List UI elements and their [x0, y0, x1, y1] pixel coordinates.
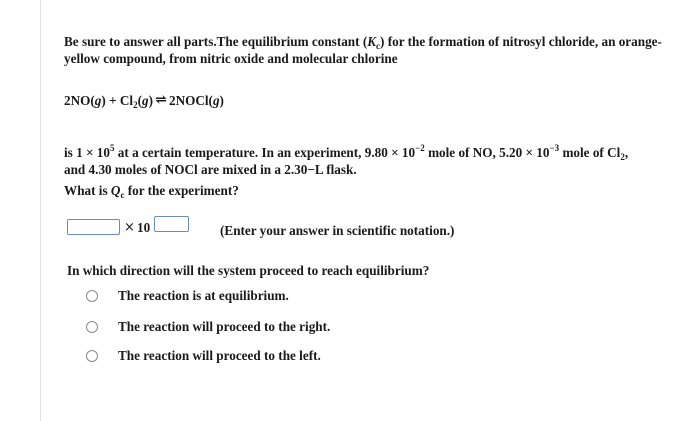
- scientific-notation-answer: [67, 219, 687, 239]
- para-exponent: −2: [415, 143, 425, 153]
- exponent-input[interactable]: [154, 216, 189, 232]
- equation-rhs-close: ): [219, 93, 224, 108]
- times-symbol: ×: [124, 220, 135, 235]
- qc-question: [64, 182, 239, 199]
- option-proceed-right[interactable]: [86, 318, 486, 336]
- option-label: The reaction will proceed to the right.: [118, 319, 331, 334]
- para-exponent: 5: [109, 143, 115, 153]
- para-text: ,: [624, 145, 629, 160]
- intro-text-2: ) for the formation of nitrosyl chloride, an orange-yellow compound, from nitric oxide and molecular chlorine: [64, 34, 662, 66]
- coefficient-input[interactable]: [67, 219, 120, 235]
- base-ten: 10: [137, 220, 151, 235]
- equation-cl-sub: 2: [133, 100, 138, 110]
- kc-sub: c: [376, 41, 381, 51]
- qc-symbol: Q: [110, 183, 121, 198]
- option-at-equilibrium[interactable]: [86, 287, 486, 305]
- equilibrium-arrow-icon: ⇌: [155, 93, 167, 108]
- radio-button[interactable]: [86, 321, 98, 333]
- para-text: mole of Cl: [559, 145, 621, 160]
- experiment-line-1: [64, 144, 694, 161]
- equation-state: g: [212, 93, 220, 108]
- qc-prefix: What is: [64, 183, 111, 198]
- equation-lhs-1-close: ) + Cl: [101, 93, 134, 108]
- equation-lhs-1: 2NO(: [64, 93, 95, 108]
- kc-symbol: K: [367, 34, 377, 49]
- radio-button[interactable]: [86, 290, 98, 302]
- qc-suffix: for the experiment?: [124, 183, 239, 198]
- para-text: at a certain temperature. In an experiment, 9.80 × 10: [114, 145, 416, 160]
- equation-lhs-2-close: ): [148, 93, 153, 108]
- para-text: mole of NO, 5.20 × 10: [424, 145, 550, 160]
- experiment-description: [64, 144, 694, 178]
- intro-text-1: The equilibrium constant (: [216, 34, 368, 49]
- qc-sub: c: [120, 190, 125, 200]
- intro-lead: Be sure to answer all parts.: [64, 34, 217, 49]
- direction-question: In which direction will the system proceed to reach equilibrium?: [67, 263, 430, 278]
- equation-state: g: [94, 93, 102, 108]
- notation-hint: (Enter your answer in scientific notation.): [220, 223, 455, 238]
- radio-button[interactable]: [86, 350, 98, 362]
- para-exponent: −3: [549, 143, 560, 153]
- option-proceed-left[interactable]: [86, 347, 486, 365]
- reaction-equation: [64, 92, 224, 110]
- question-intro: [64, 33, 694, 67]
- para-text: is 1 × 10: [64, 145, 110, 160]
- equation-lhs-2: (: [137, 93, 142, 108]
- equation-state: g: [141, 93, 149, 108]
- para-subscript: 2: [620, 152, 625, 162]
- equation-rhs: 2NOCl(: [168, 93, 213, 108]
- option-label: The reaction will proceed to the left.: [118, 348, 321, 363]
- experiment-line-2: and 4.30 moles of NOCl are mixed in a 2.30−L flask.: [64, 162, 357, 177]
- option-label: The reaction is at equilibrium.: [118, 288, 289, 303]
